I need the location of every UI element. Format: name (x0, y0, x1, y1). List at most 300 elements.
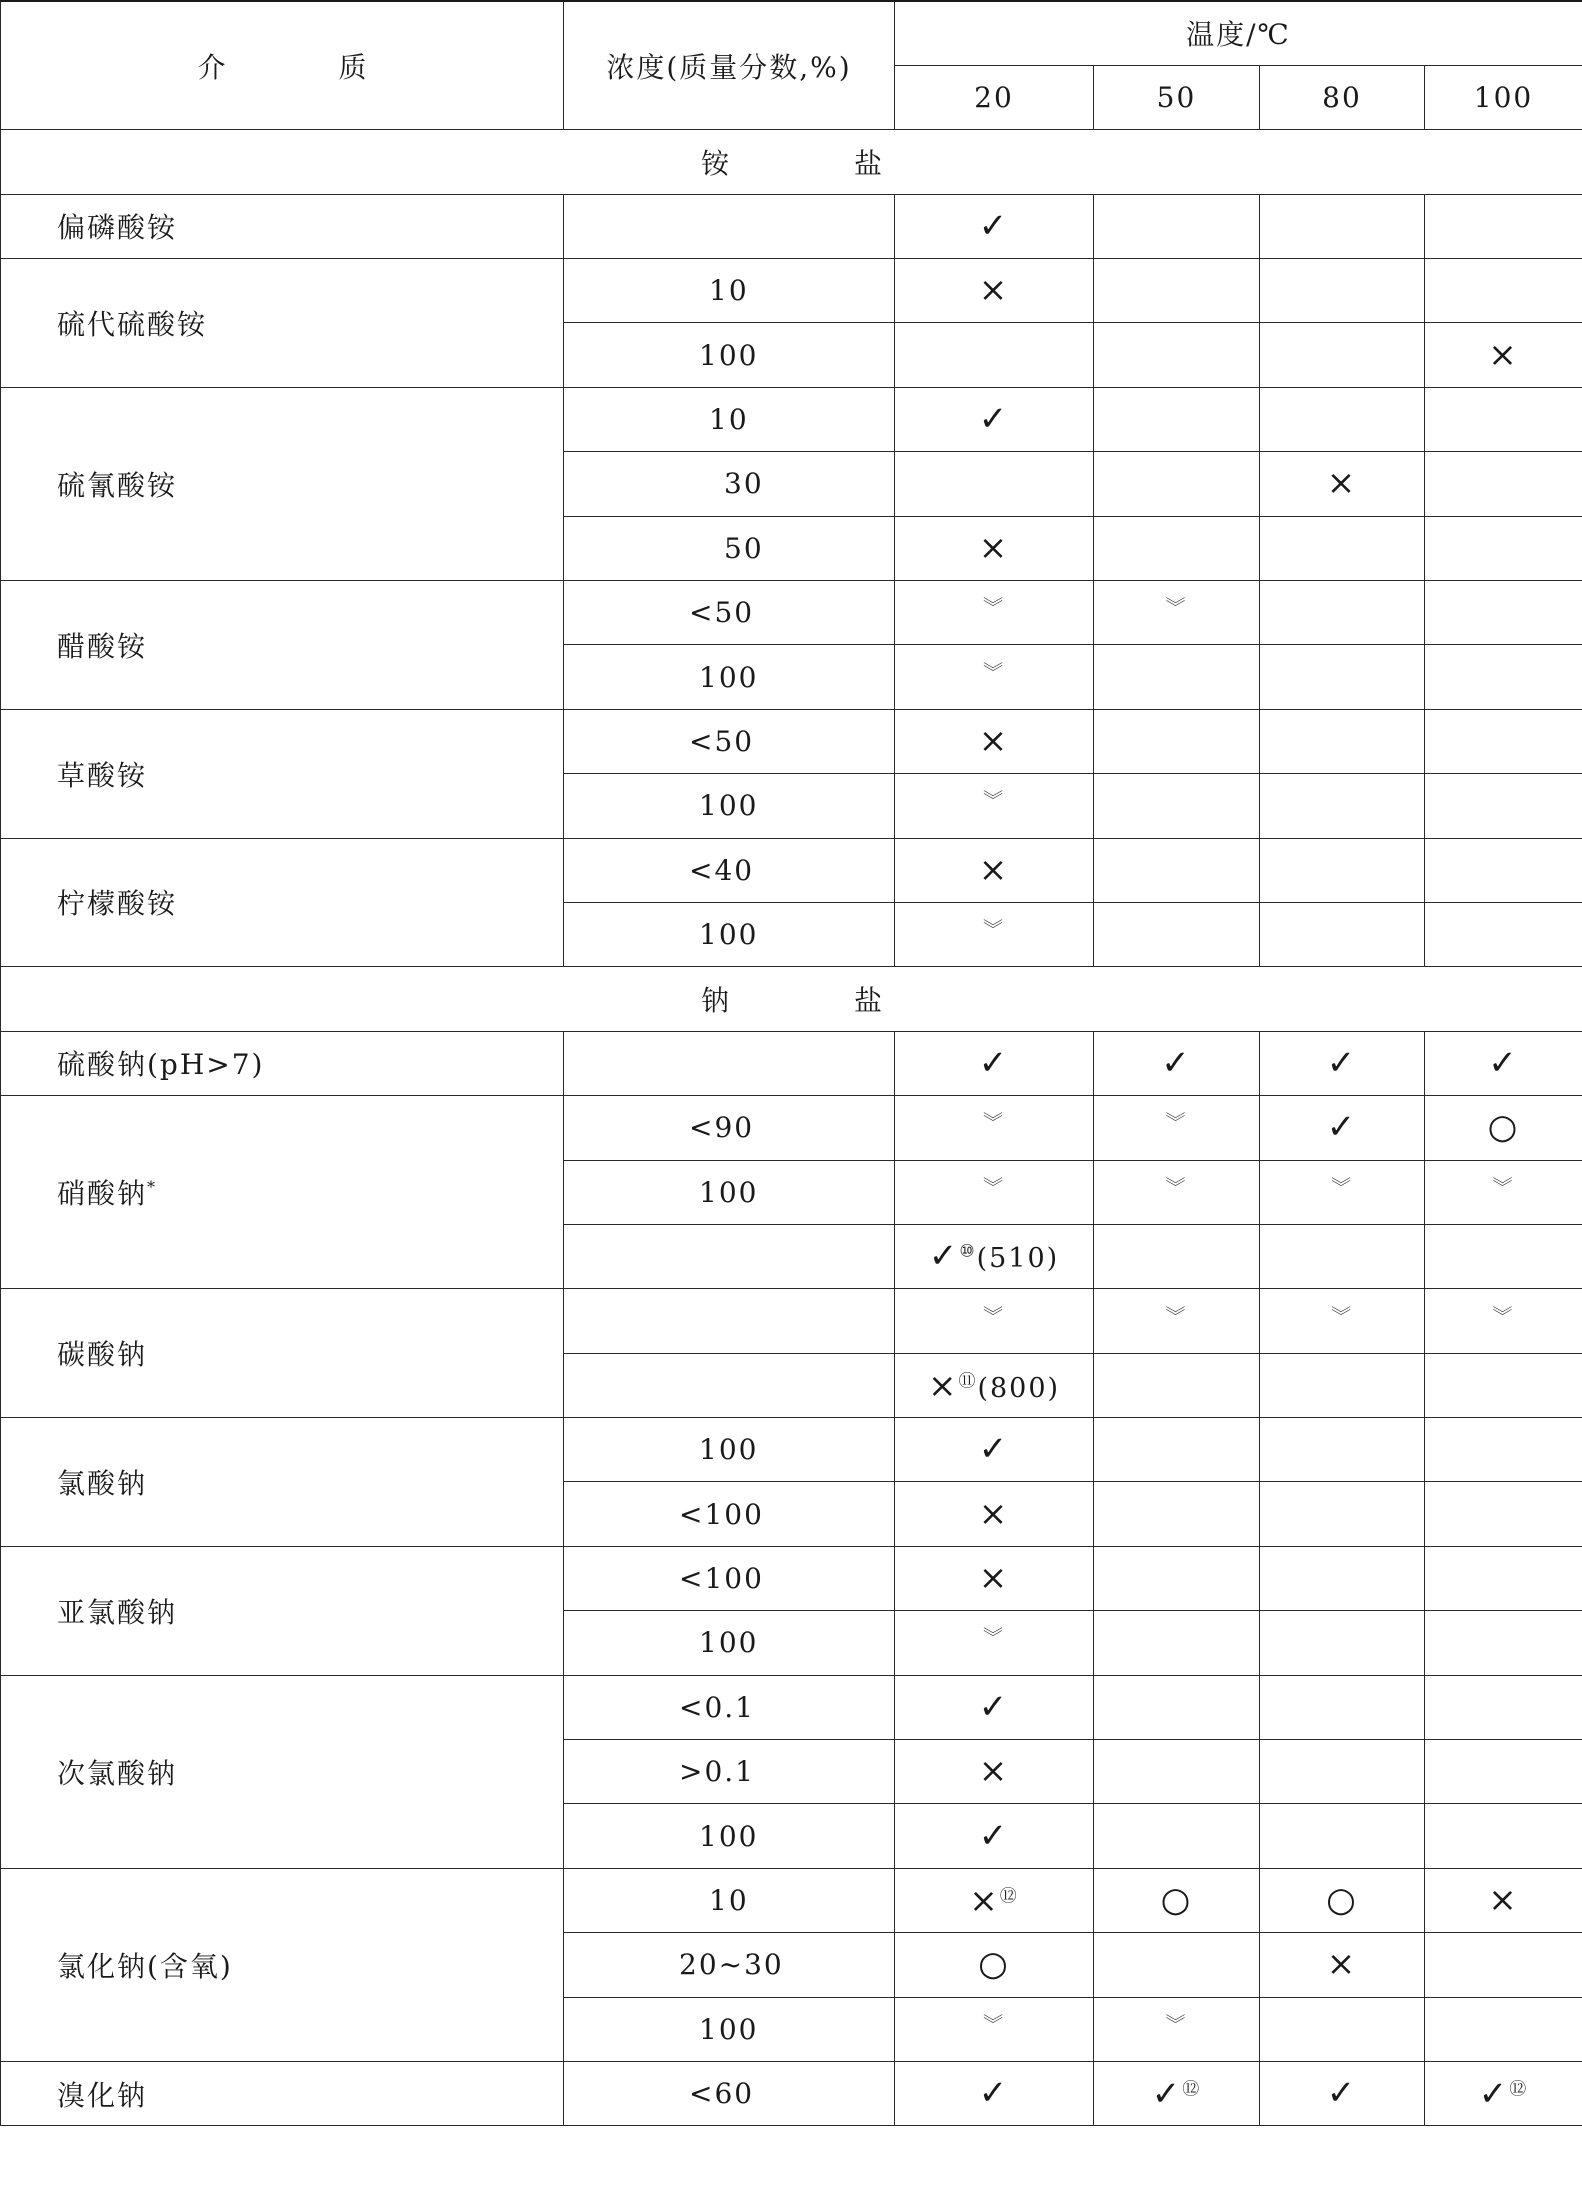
section-title (1, 967, 1582, 1031)
cross-mark: × (978, 1493, 1010, 1534)
concentration-cell (564, 1997, 895, 2061)
rating-cell (895, 902, 1094, 966)
rating-value (1326, 1107, 1358, 1148)
rating-cell (1260, 581, 1425, 645)
rating-cell (1425, 2062, 1582, 2126)
rating-cell (1425, 1031, 1582, 1095)
concentration-value: 100 (699, 338, 759, 372)
rating-value (1488, 334, 1519, 375)
section-title (1, 130, 1582, 194)
rating-value (1478, 2074, 1529, 2115)
cross-mark: × (978, 1751, 1010, 1792)
table-row (1, 1096, 1582, 1160)
concentration-value: <0.1 (679, 1690, 755, 1724)
rating-cell (1260, 516, 1425, 580)
rating-value (978, 270, 1010, 311)
rating-value (978, 1944, 1010, 1985)
rating-cell (1260, 1289, 1425, 1353)
check-mark: ✓ (1326, 2073, 1358, 2114)
table-row (1, 2062, 1582, 2126)
medium-name (1, 2062, 564, 2126)
rating-cell (895, 1546, 1094, 1610)
medium-name (1, 194, 564, 258)
rating-cell (1425, 838, 1582, 902)
rating-value (983, 918, 1005, 951)
rating-cell (1425, 1675, 1582, 1739)
rating-cell (895, 1031, 1094, 1095)
rating-value (969, 1881, 1019, 1922)
rating-cell (1425, 1224, 1582, 1288)
rating-cell (1425, 1546, 1582, 1610)
rating-cell (1425, 452, 1582, 516)
rating-cell (895, 1418, 1094, 1482)
concentration-cell (564, 387, 895, 451)
double-chevron-mark: ︾ (1165, 1303, 1188, 1328)
double-chevron-mark: ︾ (983, 595, 1005, 620)
rating-cell (1260, 1997, 1425, 2061)
rating-cell (1094, 1611, 1260, 1675)
rating-cell (1260, 1868, 1425, 1932)
rating-cell (895, 1482, 1094, 1546)
medium-name-label: 醋酸铵 (57, 629, 148, 663)
header-temp-100: 100 (1425, 65, 1582, 129)
rating-cell (1425, 1868, 1582, 1932)
rating-value (1331, 1176, 1353, 1209)
rating-cell (1260, 838, 1425, 902)
concentration-value: <90 (689, 1111, 755, 1145)
medium-name-label: 偏磷酸铵 (57, 211, 178, 245)
check-mark: ✓ (978, 1686, 1010, 1727)
rating-value (978, 2073, 1010, 2114)
rating-cell (1425, 259, 1582, 323)
concentration-cell (564, 1740, 895, 1804)
rating-value (978, 1686, 1010, 1727)
concentration-cell (564, 1804, 895, 1868)
check-mark: ✓ (978, 399, 1010, 440)
rating-cell (895, 1740, 1094, 1804)
check-mark: ✓ (978, 1042, 1010, 1083)
rating-cell (895, 1804, 1094, 1868)
footnote-ref: ⑫ (999, 1886, 1019, 1907)
rating-value (1166, 1305, 1188, 1338)
medium-name (1, 1675, 564, 1868)
circle-mark: ○ (1487, 1107, 1520, 1148)
concentration-cell (564, 259, 895, 323)
rating-cell (1260, 1096, 1425, 1160)
rating-cell (895, 1096, 1094, 1160)
check-mark: ✓ (1326, 1107, 1358, 1148)
concentration-cell (564, 1031, 895, 1095)
rating-value (1326, 463, 1358, 504)
rating-cell (1425, 1289, 1582, 1353)
header-temperature: 温度/℃ (895, 1, 1582, 65)
footnote-ref: ⑪ (958, 1371, 978, 1392)
rating-cell (1094, 323, 1260, 387)
rating-cell (895, 838, 1094, 902)
medium-name-label: 氯化钠(含氧) (57, 1949, 233, 1983)
rating-value (978, 399, 1010, 440)
medium-name-label: 硝酸钠 (57, 1177, 148, 1211)
rating-cell (1094, 902, 1260, 966)
concentration-cell (564, 1675, 895, 1739)
concentration-cell (564, 838, 895, 902)
rating-value (927, 1366, 1061, 1407)
header-medium (1, 1, 564, 130)
concentration-cell (564, 774, 895, 838)
check-mark: ✓ (978, 1429, 1010, 1470)
check-mark: ✓ (928, 1236, 960, 1277)
rating-cell (1094, 1289, 1260, 1353)
check-mark: ✓ (1161, 1042, 1192, 1083)
rating-cell (895, 1675, 1094, 1739)
section-title-label: 钠 盐 (701, 984, 940, 1018)
check-mark: ✓ (1326, 1042, 1358, 1083)
rating-cell (1425, 1804, 1582, 1868)
check-mark: ✓ (978, 205, 1010, 246)
rating-cell (1260, 709, 1425, 773)
rating-cell (1425, 645, 1582, 709)
rating-cell (1425, 323, 1582, 387)
footnote-ref: ⑫ (1509, 2080, 1529, 2101)
double-chevron-mark: ︾ (1492, 1174, 1515, 1199)
double-chevron-mark: ︾ (983, 1110, 1005, 1135)
rating-value (1161, 1042, 1192, 1083)
concentration-cell (564, 1546, 895, 1610)
rating-cell (1260, 1675, 1425, 1739)
rating-cell (1094, 1675, 1260, 1739)
rating-cell (895, 581, 1094, 645)
check-mark: ✓ (978, 2073, 1010, 2114)
circle-mark: ○ (1160, 1880, 1193, 1921)
concentration-cell (564, 452, 895, 516)
concentration-value: <100 (679, 1562, 764, 1596)
medium-name-label: 草酸铵 (57, 758, 148, 792)
double-chevron-mark: ︾ (983, 659, 1005, 684)
table-row (1, 1289, 1582, 1353)
rating-cell (895, 645, 1094, 709)
rating-value (1166, 2013, 1188, 2046)
cross-mark: × (978, 1558, 1010, 1599)
check-mark: ✓ (1488, 1042, 1519, 1083)
rating-cell (895, 194, 1094, 258)
check-mark: ✓ (978, 1815, 1010, 1856)
double-chevron-mark: ︾ (983, 917, 1005, 942)
concentration-value: 30 (724, 467, 764, 501)
concentration-value: 100 (699, 918, 759, 952)
medium-name (1, 259, 564, 388)
medium-name-label: 柠檬酸铵 (57, 887, 178, 921)
cross-mark: × (1326, 1944, 1358, 1985)
medium-name-label: 碳酸钠 (57, 1338, 148, 1372)
medium-name (1, 1418, 564, 1547)
rating-cell (1094, 1096, 1260, 1160)
rating-value (1331, 1305, 1353, 1338)
concentration-cell (564, 1418, 895, 1482)
table-row (1, 194, 1582, 258)
rating-cell (1094, 1031, 1260, 1095)
table-row (1, 581, 1582, 645)
concentration-value: 20~30 (679, 1948, 784, 1982)
concentration-cell (564, 1096, 895, 1160)
concentration-cell (564, 645, 895, 709)
section-row (1, 967, 1582, 1031)
table-row (1, 1418, 1582, 1482)
double-chevron-mark: ︾ (1331, 1303, 1353, 1328)
cross-mark: × (927, 1366, 959, 1407)
concentration-value: <50 (689, 724, 755, 758)
concentration-cell (564, 1933, 895, 1997)
concentration-value: <40 (689, 853, 755, 887)
rating-value (983, 596, 1005, 629)
concentration-value: 100 (699, 1626, 759, 1660)
double-chevron-mark: ︾ (1492, 1303, 1515, 1328)
concentration-value: <60 (689, 2077, 755, 2111)
rating-cell (895, 1353, 1094, 1417)
rating-cell (1425, 516, 1582, 580)
rating-cell (895, 452, 1094, 516)
rating-cell (1260, 1546, 1425, 1610)
rating-cell (1425, 1353, 1582, 1417)
rating-value (978, 205, 1010, 246)
table-row (1, 709, 1582, 773)
rating-cell (895, 1611, 1094, 1675)
rating-cell (895, 1224, 1094, 1288)
rating-cell (1260, 1933, 1425, 1997)
double-chevron-mark: ︾ (983, 1174, 1005, 1199)
concentration-cell (564, 516, 895, 580)
concentration-cell (564, 194, 895, 258)
concentration-cell (564, 581, 895, 645)
cross-mark: × (978, 849, 1010, 890)
rating-value (983, 1111, 1005, 1144)
concentration-value: <50 (689, 596, 755, 630)
rating-value (1160, 1880, 1193, 1921)
rating-cell (1425, 774, 1582, 838)
rating-cell (1425, 1997, 1582, 2061)
cross-mark: × (1326, 463, 1358, 504)
medium-name (1, 1868, 564, 2061)
rating-cell (1260, 1482, 1425, 1546)
circle-mark: ○ (1326, 1880, 1358, 1921)
section-title-label: 铵 盐 (701, 146, 940, 180)
rating-cell (1094, 387, 1260, 451)
rating-value (1166, 1111, 1188, 1144)
section-row (1, 130, 1582, 194)
double-chevron-mark: ︾ (983, 1303, 1005, 1328)
double-chevron-mark: ︾ (1165, 2011, 1188, 2036)
rating-cell (1425, 1740, 1582, 1804)
rating-value (978, 1815, 1010, 1856)
rating-cell (1260, 1418, 1425, 1482)
rating-value (1151, 2074, 1202, 2115)
double-chevron-mark: ︾ (1165, 595, 1188, 620)
medium-name (1, 838, 564, 967)
medium-name (1, 1096, 564, 1289)
rating-cell (895, 1289, 1094, 1353)
header-temp-80: 80 (1260, 65, 1425, 129)
check-mark: ✓ (1151, 2074, 1183, 2115)
concentration-cell (564, 1482, 895, 1546)
concentration-value: >0.1 (679, 1755, 755, 1789)
rating-cell (1260, 1804, 1425, 1868)
rating-value (983, 2013, 1005, 2046)
rating-cell (1094, 194, 1260, 258)
cross-mark: × (1488, 334, 1519, 375)
table-row (1, 259, 1582, 323)
double-chevron-mark: ︾ (1165, 1174, 1188, 1199)
concentration-value: 10 (709, 403, 749, 437)
rating-cell (1094, 709, 1260, 773)
double-chevron-mark: ︾ (983, 788, 1005, 813)
rating-value (978, 1429, 1010, 1470)
rating-cell (1094, 259, 1260, 323)
rating-cell (1425, 387, 1582, 451)
header-temp-20: 20 (895, 65, 1094, 129)
medium-name (1, 709, 564, 838)
rating-cell (895, 387, 1094, 451)
rating-value (978, 527, 1010, 568)
rating-cell (1425, 1096, 1582, 1160)
rating-cell (1425, 709, 1582, 773)
cross-mark: × (1488, 1880, 1519, 1921)
table-row (1, 1546, 1582, 1610)
rating-value (978, 1042, 1010, 1083)
rating-value (983, 661, 1005, 694)
rating-cell (1094, 838, 1260, 902)
temperature-note: (800) (977, 1373, 1061, 1405)
rating-value (1488, 1880, 1519, 1921)
concentration-value: 100 (699, 789, 759, 823)
temperature-note: (510) (976, 1243, 1060, 1275)
rating-cell (895, 1868, 1094, 1932)
rating-cell (1094, 1804, 1260, 1868)
rating-cell (1260, 387, 1425, 451)
medium-name-label: 次氯酸钠 (57, 1756, 178, 1790)
medium-name (1, 387, 564, 580)
cross-mark: × (969, 1881, 1000, 1922)
header-temp-50: 50 (1094, 65, 1260, 129)
medium-name (1, 1031, 564, 1095)
rating-cell (1425, 1482, 1582, 1546)
table-row (1, 1031, 1582, 1095)
rating-cell (1094, 774, 1260, 838)
concentration-value: 50 (724, 531, 764, 565)
rating-cell (1260, 194, 1425, 258)
rating-cell (1094, 516, 1260, 580)
rating-value (1326, 2073, 1358, 2114)
rating-value (983, 789, 1005, 822)
rating-cell (1260, 1353, 1425, 1417)
rating-cell (1094, 1546, 1260, 1610)
concentration-cell (564, 1611, 895, 1675)
rating-value (978, 1751, 1010, 1792)
rating-value (1166, 1176, 1188, 1209)
rating-cell (1094, 1353, 1260, 1417)
table-row (1, 387, 1582, 451)
rating-cell (1094, 1933, 1260, 1997)
double-chevron-mark: ︾ (1331, 1174, 1353, 1199)
concentration-cell (564, 1224, 895, 1288)
rating-cell (1094, 581, 1260, 645)
concentration-cell (564, 902, 895, 966)
rating-cell (1425, 194, 1582, 258)
rating-cell (1094, 1482, 1260, 1546)
medium-name-label: 硫酸钠(pH>7) (57, 1048, 265, 1082)
rating-cell (1260, 1160, 1425, 1224)
rating-cell (895, 1997, 1094, 2061)
check-mark: ✓ (1478, 2074, 1510, 2115)
rating-cell (1425, 1160, 1582, 1224)
rating-value (983, 1176, 1005, 1209)
rating-cell (895, 1933, 1094, 1997)
rating-cell (1260, 2062, 1425, 2126)
header-concentration: 浓度(质量分数,%) (564, 1, 895, 130)
concentration-cell (564, 1868, 895, 1932)
cross-mark: × (978, 270, 1010, 311)
circle-mark: ○ (978, 1944, 1010, 1985)
medium-name-mark: * (147, 1177, 158, 1197)
medium-name-label: 硫氰酸铵 (57, 468, 178, 502)
rating-cell (1425, 1611, 1582, 1675)
rating-value (1487, 1107, 1520, 1148)
double-chevron-mark: ︾ (983, 2011, 1005, 2036)
medium-name (1, 581, 564, 710)
rating-cell (895, 709, 1094, 773)
cross-mark: × (978, 720, 1010, 761)
medium-name-label: 氯酸钠 (57, 1466, 148, 1500)
rating-cell (1260, 259, 1425, 323)
rating-cell (1425, 1418, 1582, 1482)
concentration-value: <100 (679, 1497, 764, 1531)
rating-cell (1425, 1933, 1582, 1997)
rating-value (1166, 596, 1188, 629)
rating-cell (1094, 2062, 1260, 2126)
medium-name-label: 溴化钠 (57, 2078, 148, 2112)
concentration-cell (564, 1160, 895, 1224)
table-row (1, 1675, 1582, 1739)
rating-cell (1260, 1740, 1425, 1804)
rating-cell (1260, 774, 1425, 838)
medium-name (1, 1289, 564, 1418)
rating-cell (1260, 645, 1425, 709)
rating-cell (1094, 1740, 1260, 1804)
footnote-ref: ⑫ (1182, 2080, 1202, 2101)
double-chevron-mark: ︾ (983, 1625, 1005, 1650)
concentration-value: 100 (699, 1433, 759, 1467)
concentration-cell (564, 323, 895, 387)
rating-cell (895, 774, 1094, 838)
rating-value (1326, 1880, 1358, 1921)
rating-cell (1094, 452, 1260, 516)
rating-cell (1260, 1224, 1425, 1288)
rating-value (1493, 1176, 1515, 1209)
medium-name-label: 硫代硫酸铵 (57, 307, 208, 341)
rating-cell (1094, 645, 1260, 709)
rating-value (1493, 1305, 1515, 1338)
concentration-value: 10 (709, 274, 749, 308)
table-row (1, 838, 1582, 902)
rating-value (928, 1236, 1060, 1277)
rating-value (978, 1558, 1010, 1599)
concentration-value: 10 (709, 1884, 749, 1918)
rating-value (1326, 1042, 1358, 1083)
rating-cell (895, 2062, 1094, 2126)
rating-value (978, 720, 1010, 761)
rating-value (978, 1493, 1010, 1534)
medium-name (1, 1546, 564, 1675)
rating-cell (1425, 902, 1582, 966)
concentration-value: 100 (699, 660, 759, 694)
